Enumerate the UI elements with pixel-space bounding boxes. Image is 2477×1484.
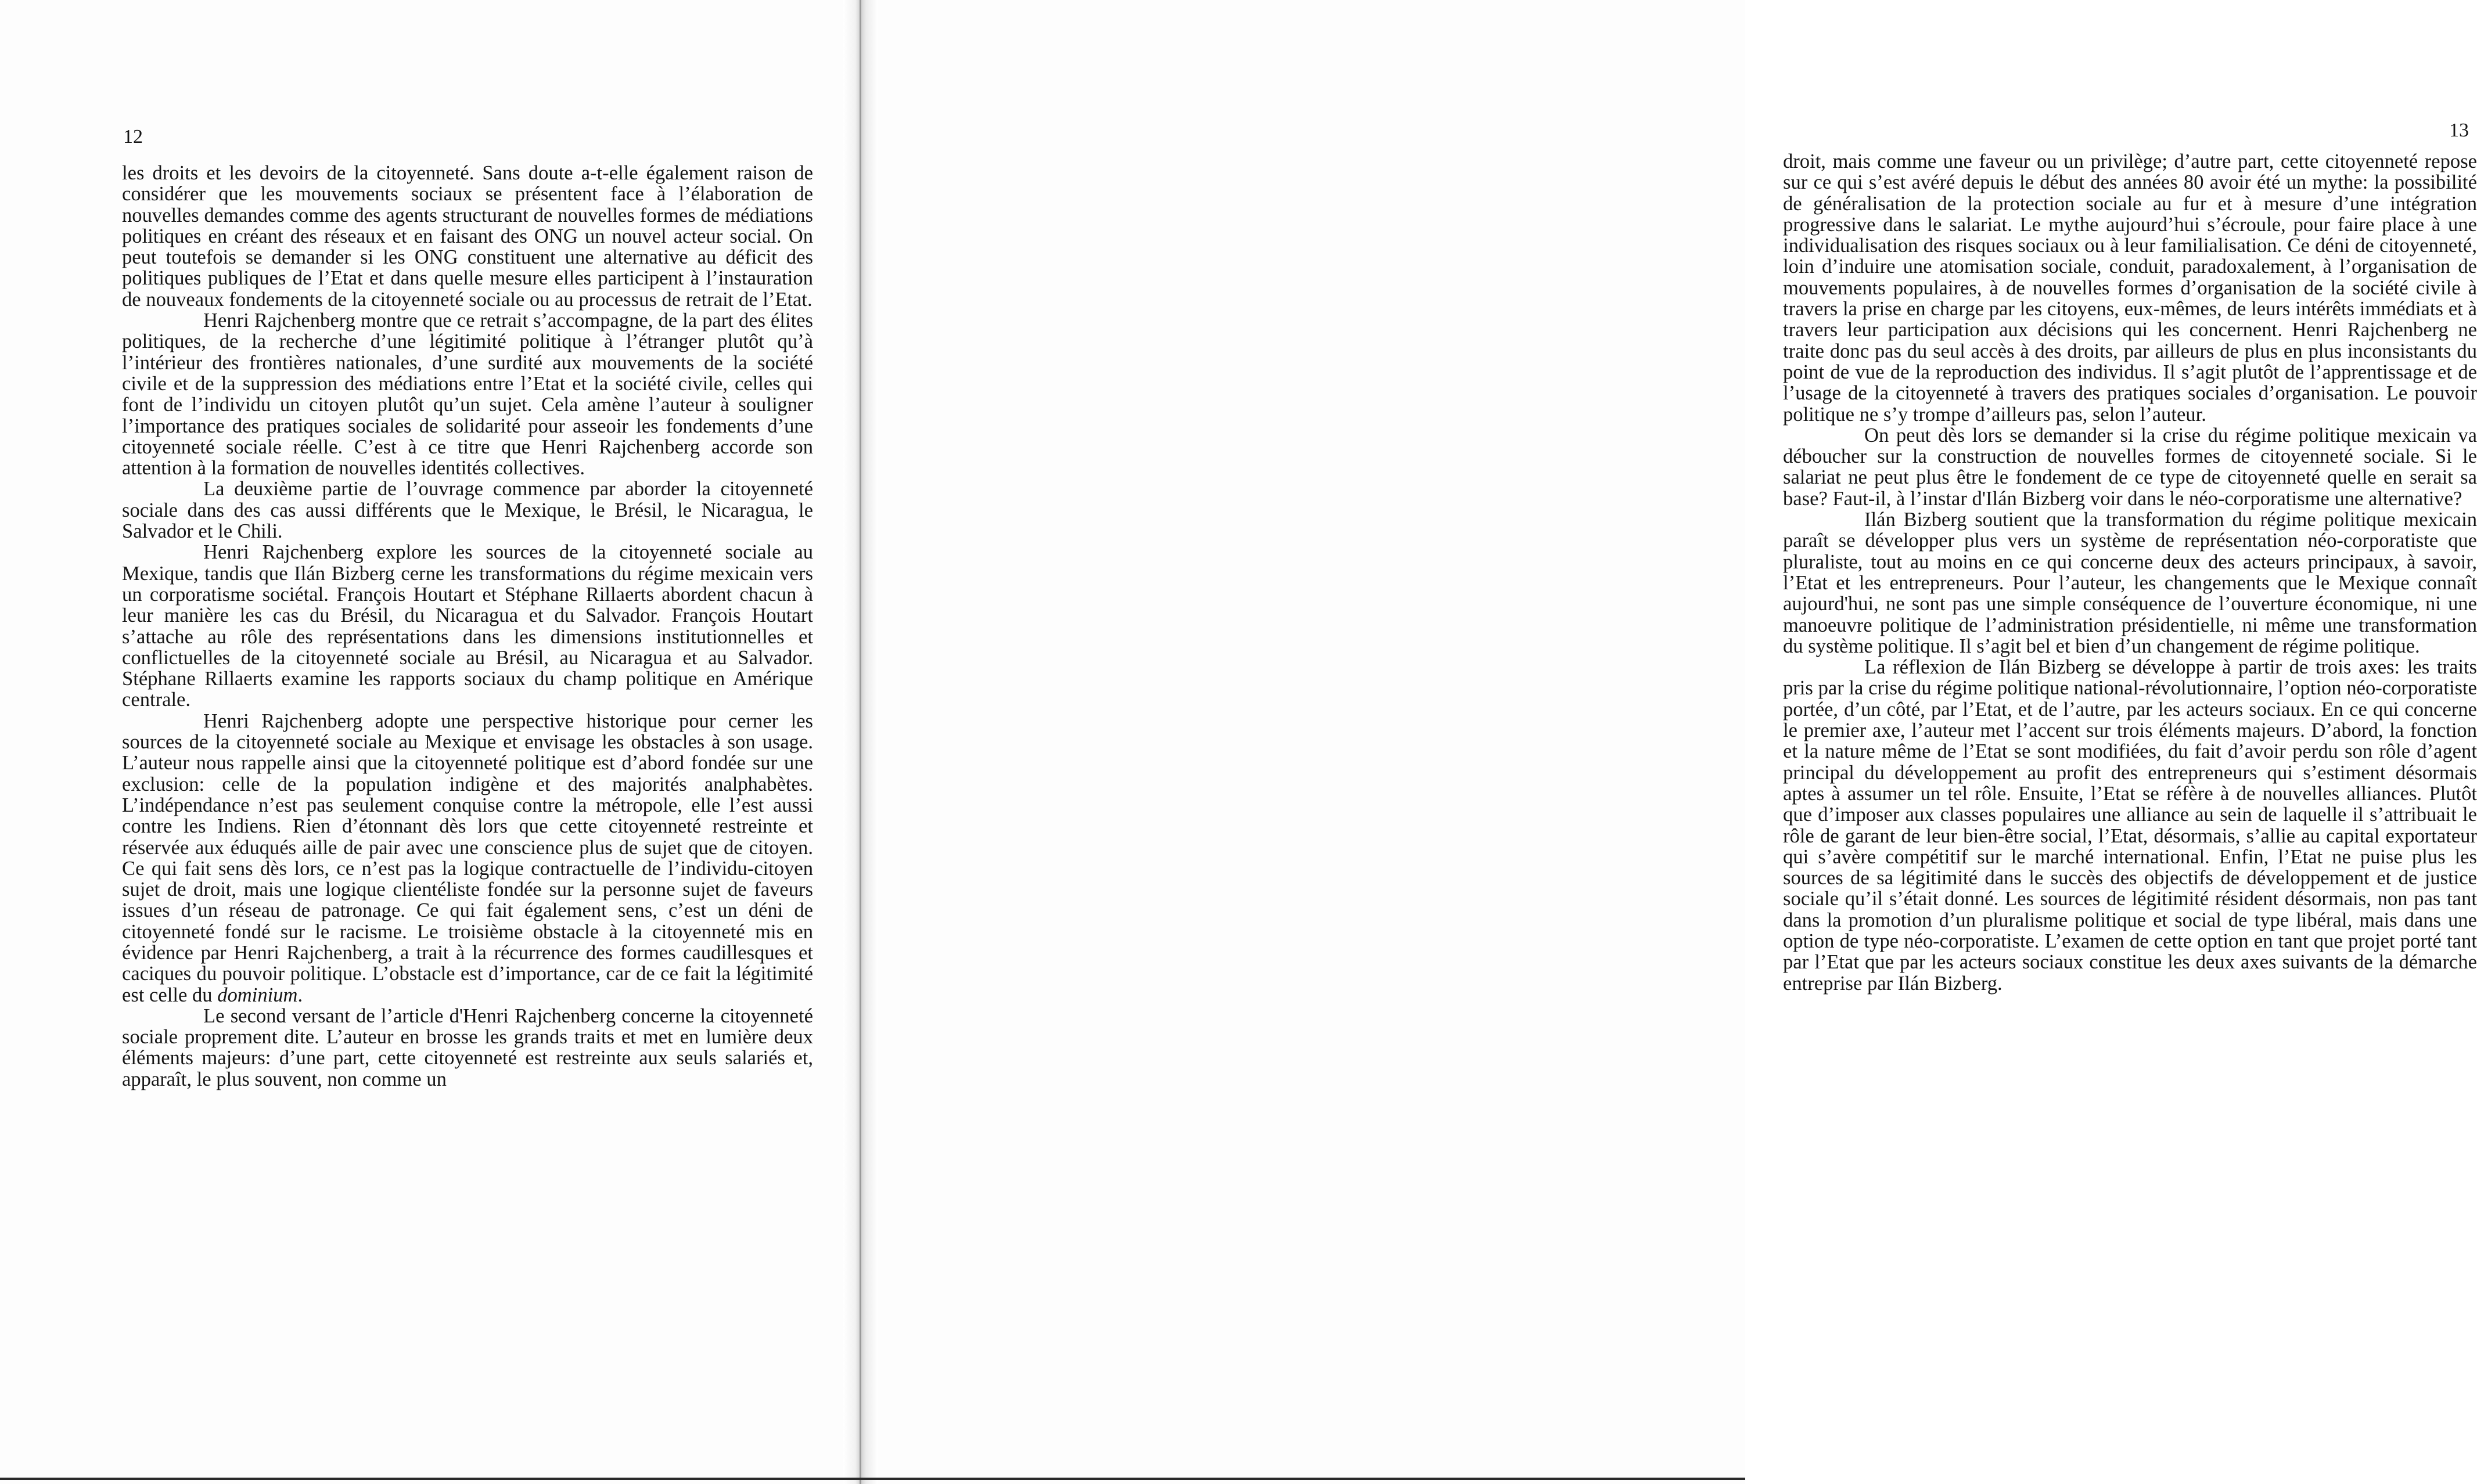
paragraph: La réflexion de Ilán Bizberg se développe à partir de trois axes: les traits pris par la crise du régime politique national-révolutionnaire, l’option néo-corporatiste portée, d’un côté, par l’Etat, et de l’autre, par les acteurs sociaux. En ce qui concerne le premier axe, l’auteur met l’accent sur trois éléments majeurs. D’abord, la fonction et la nature même de l’Etat se sont modifiées, du fait d’avoir perdu son rôle d’agent principal du développement au profit des entrepreneurs qui s’estiment désormais aptes à assumer un tel rôle. Ensuite, l’Etat se réfère à de nouvelles alliances. Plutôt que d’imposer aux classes populaires une alliance au sein de laquelle il s’attribuait le rôle de garant de leur bien-être social, l’Etat, désormais, s’allie au capital exportateur qui s’avère compétitif sur le marché international. Enfin, l’Etat ne puise plus les sources de sa légitimité dans le succès des objectifs de développement et de justice sociale qu’il s’était donné. Les sources de légitimité résident désormais, non pas tant dans la promotion d’un pluralisme politique et social de type libéral, mais dans une option de type néo-corporatiste. L’examen de cette option en tant que projet porté tant par l’Etat que par les acteurs sociaux constitue les deux axes suivants de la démarche entreprise par Ilán Bizberg.	[1783, 656, 2477, 995]
bottom-edge-line	[0, 1478, 1745, 1480]
paragraph: Henri Rajchenberg montre que ce retrait s’accompagne, de la part des élites politiques, de la recherche d’une légitimité politique à l’étranger plutôt qu’à l’intérieur des frontières nationales, d’une surdité aux mouvements de la société civile et de la suppression des médiations entre l’Etat et la société civile, celles qui font de l’individu un citoyen plutôt qu’un sujet. Cela amène l’auteur à souligner l’importance des pratiques sociales de solidarité pour asseoir les fondements d’une citoyenneté sociale réelle. C’est à ce titre que Henri Rajchenberg accorde son attention à la formation de nouvelles identités collectives.	[122, 309, 813, 480]
page-number-left: 12	[123, 126, 143, 147]
gutter-line	[860, 0, 861, 1484]
right-page-text	[1783, 151, 2477, 994]
paragraph: Henri Rajchenberg explore les sources de la citoyenneté sociale au Mexique, tandis que Ilán Bizberg cerne les transformations du régime mexicain vers un corporatisme sociétal. François Houtart et Stéphane Rillaerts abordent chacun à leur manière les cas du Brésil, du Nicaragua et du Salvador. François Houtart s’attache au rôle des représentations dans les dimensions institutionnelles et conflictuelles de la citoyenneté sociale au Brésil, au Nicaragua et au Salvador. Stéphane Rillaerts examine les rapports sociaux du champ politique en Amérique centrale.	[122, 541, 813, 711]
paragraph: Le second versant de l’article d'Henri Rajchenberg concerne la citoyenneté sociale proprement dite. L’auteur en brosse les grands traits et met en lumière deux éléments majeurs: d’une part, cette citoyenneté est restreinte aux seuls salariés et, apparaît, le plus souvent, non comme un	[122, 1004, 813, 1090]
left-page-text	[122, 163, 813, 1090]
right-page	[860, 0, 2477, 1484]
paragraph: Henri Rajchenberg adopte une perspective historique pour cerner les sources de la citoyenneté sociale au Mexique et envisage les obstacles à son usage. L’auteur nous rappelle ainsi que la citoyenneté politique est d’abord fondée sur une exclusion: celle de la population indigène et des majorités analphabètes. L’indépendance n’est pas seulement conquise contre la métropole, elle l’est aussi contre les Indiens. Rien d’étonnant dès lors que cette citoyenneté restreinte et réservée aux éduqués aille de pair avec une conscience plus de sujet que de citoyen. Ce qui fait sens dès lors, ce n’est pas la logique contractuelle de l’individu-citoyen sujet de droit, mais une logique clientéliste fondée sur la personne sujet de faveurs issues d’un réseau de patronage. Ce qui fait également sens, c’est un déni de citoyenneté fondé sur le racisme. Le troisième obstacle à la citoyenneté mis en évidence par Henri Rajchenberg, a trait à la récurrence des formes caudillesques et caciques du pouvoir politique. L’obstacle est d’importance, car de ce fait la légitimité est celle du dominium.	[122, 709, 813, 1006]
paragraph: droit, mais comme une faveur ou un privilège; d’autre part, cette citoyenneté repose sur ce qui s’est avéré depuis le début des années 80 avoir été un mythe: la possibilité de généralisation de la protection sociale au fur et à mesure d’une intégration progressive dans le salariat. Le mythe aujourd’hui s’écroule, pour faire place à une individualisation des risques sociaux ou à leur familialisation. Ce déni de citoyenneté, loin d’induire une atomisation sociale, conduit, paradoxalement, à l’organisation de mouvements populaires, à de nouvelles formes d’organisation de la société civile à travers la prise en charge par les citoyens, eux-mêmes, de leurs intérêts immédiats et à travers leur participation aux décisions qui les concernent. Henri Rajchenberg ne traite donc pas du seul accès à des droits, par ailleurs de plus en plus inconsistants du point de vue de la reproduction des individus. Il s’agit plutôt de l’apprentissage et de l’usage de la citoyenneté à travers des pratiques sociales d’organisation. Le pouvoir politique ne s’y trompe d’ailleurs pas, selon l’auteur.	[1783, 150, 2477, 426]
paragraph: La deuxième partie de l’ouvrage commence par aborder la citoyenneté sociale dans des cas aussi différents que le Mexique, le Brésil, le Nicaragua, le Salvador et le Chili.	[122, 478, 813, 543]
italic-term: dominium	[217, 984, 298, 1006]
paragraph: On peut dès lors se demander si la crise du régime politique mexicain va déboucher sur la construction de nouvelles formes de citoyenneté sociale. Si le salariat ne peut plus être le fondement de ce type de citoyenneté quelle en serait sa base? Faut-il, à l’instar d'Ilán Bizberg voir dans le néo-corporatisme une alternative?	[1783, 424, 2477, 510]
paragraph: Ilán Bizberg soutient que la transformation du régime politique mexicain paraît se développer plus vers un système de représentation néo-corporatiste que pluraliste, tout au moins en ce qui concerne deux des acteurs principaux, à savoir, l’Etat et les entrepreneurs. Pour l’auteur, les changements que le Mexique connaît aujourd'hui, ne sont pas une simple conséquence de l’ouverture économique, ni une manoeuvre politique de l’administration présidentielle, ni même une transformation du système politique. Il s’agit bel et bien d’un changement de régime politique.	[1783, 509, 2477, 657]
page-number-right: 13	[2449, 120, 2469, 141]
left-page	[0, 0, 860, 1484]
paragraph: les droits et les devoirs de la citoyenneté. Sans doute a-t-elle également raison de considérer que les mouvements sociaux se présentent face à l’élaboration de nouvelles demandes comme des agents structurant de nouvelles formes de médiations politiques en créant des réseaux et en faisant des ONG un nouvel acteur social. On peut toutefois se demander si les ONG constituent une alternative au déficit des politiques publiques de l’Etat et dans quelle mesure elles participent à l’instauration de nouveaux fondements de la citoyenneté sociale ou au processus de retrait de l’Etat.	[122, 162, 813, 311]
